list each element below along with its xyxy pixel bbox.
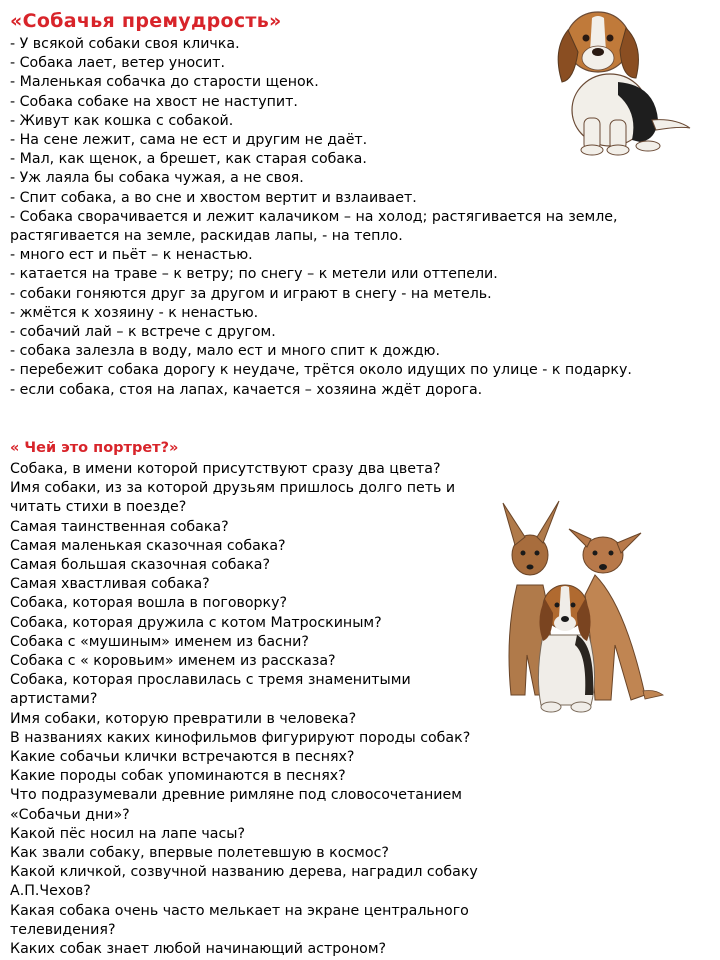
saying-line: - жмётся к хозяину - к ненастью.: [10, 304, 259, 321]
question-line: Самая большая сказочная собака?: [10, 557, 271, 574]
sayings-title: «Собачья премудрость»: [10, 10, 282, 32]
question-line: А.П.Чехов?: [10, 883, 91, 900]
saying-line: - Собака сворачивается и лежит калачиком – на холод; растягивается на земле,: [10, 208, 618, 225]
question-line: Как звали собаку, впервые полетевшую в космос?: [10, 845, 389, 862]
saying-line: - У всякой собаки своя кличка.: [10, 36, 240, 52]
question-line: Какой кличкой, созвучной названию дерева, наградил собаку: [10, 864, 478, 881]
question-line: Какая собака очень часто мелькает на экране центрального: [10, 902, 469, 919]
question-line: Какой пёс носил на лапе часы?: [10, 825, 245, 842]
saying-line: - перебежит собака дорогу к неудаче, трётся около идущих по улице - к подарку.: [10, 362, 632, 379]
saying-line: - Маленькая собачка до старости щенок.: [10, 74, 319, 91]
saying-line: - Живут как кошка с собакой.: [10, 112, 234, 129]
question-line: В названиях каких кинофильмов фигурируют породы собак?: [10, 729, 471, 746]
question-line: читать стихи в поезде?: [10, 499, 187, 516]
saying-line: - Спит собака, а во сне и хвостом вертит и взлаивает.: [10, 189, 417, 206]
question-line: Имя собаки, из за которой друзьям пришлось долго петь и: [10, 480, 456, 497]
three-dogs-image: [495, 495, 665, 715]
question-line: Самая маленькая сказочная собака?: [10, 537, 286, 554]
question-line: артистами?: [10, 691, 98, 708]
saying-line: - собака залезла в воду, мало ест и много спит к дождю.: [10, 343, 440, 360]
saying-line: - Собака собаке на хвост не наступит.: [10, 93, 298, 110]
question-line: Каких собак знает любой начинающий астроном?: [10, 941, 387, 958]
question-line: Собака, которая дружила с котом Матроскиным?: [10, 614, 382, 631]
saying-line: - собаки гоняются друг за другом и играют в снегу - на метель.: [10, 285, 492, 302]
saying-line: - Мал, как щенок, а брешет, как старая собака.: [10, 151, 367, 168]
question-line: Собака, которая вошла в поговорку?: [10, 595, 288, 612]
portrait-title: « Чей это портрет?»: [10, 440, 179, 456]
question-line: телевидения?: [10, 921, 116, 938]
question-line: Собака с « коровьим» именем из рассказа?: [10, 653, 336, 670]
saying-line: - Уж лаяла бы собака чужая, а не своя.: [10, 170, 304, 187]
question-line: Самая хвастливая собака?: [10, 576, 210, 593]
saying-line: - катается на траве – к ветру; по снегу – к метели или оттепели.: [10, 266, 498, 283]
saying-line: растягивается на земле, раскидав лапы, - на тепло.: [10, 228, 403, 245]
question-line: Самая таинственная собака?: [10, 518, 229, 535]
question-line: «Собачьи дни»?: [10, 806, 130, 823]
question-line: Собака, в имени которой присутствуют сразу два цвета?: [10, 461, 441, 477]
questions-list: [10, 460, 500, 959]
question-line: Собака, которая прославилась с тремя знаменитыми: [10, 672, 411, 689]
question-line: Собака с «мушиным» именем из басни?: [10, 633, 309, 650]
saying-line: - На сене лежит, сама не ест и другим не даёт.: [10, 132, 368, 149]
question-line: Что подразумевали древние римляне под словосочетанием: [10, 787, 462, 804]
question-line: Какие породы собак упоминаются в песнях?: [10, 768, 346, 785]
question-line: Какие собачьи клички встречаются в песнях?: [10, 749, 355, 766]
beagle-puppy-image: [540, 0, 700, 160]
question-line: Имя собаки, которую превратили в человека?: [10, 710, 357, 727]
saying-line: - если собака, стоя на лапах, качается – хозяина ждёт дорога.: [10, 381, 483, 398]
saying-line: - собачий лай – к встрече с другом.: [10, 324, 276, 341]
saying-line: - Собака лает, ветер уносит.: [10, 55, 225, 72]
saying-line: - много ест и пьёт – к ненастью.: [10, 247, 253, 264]
